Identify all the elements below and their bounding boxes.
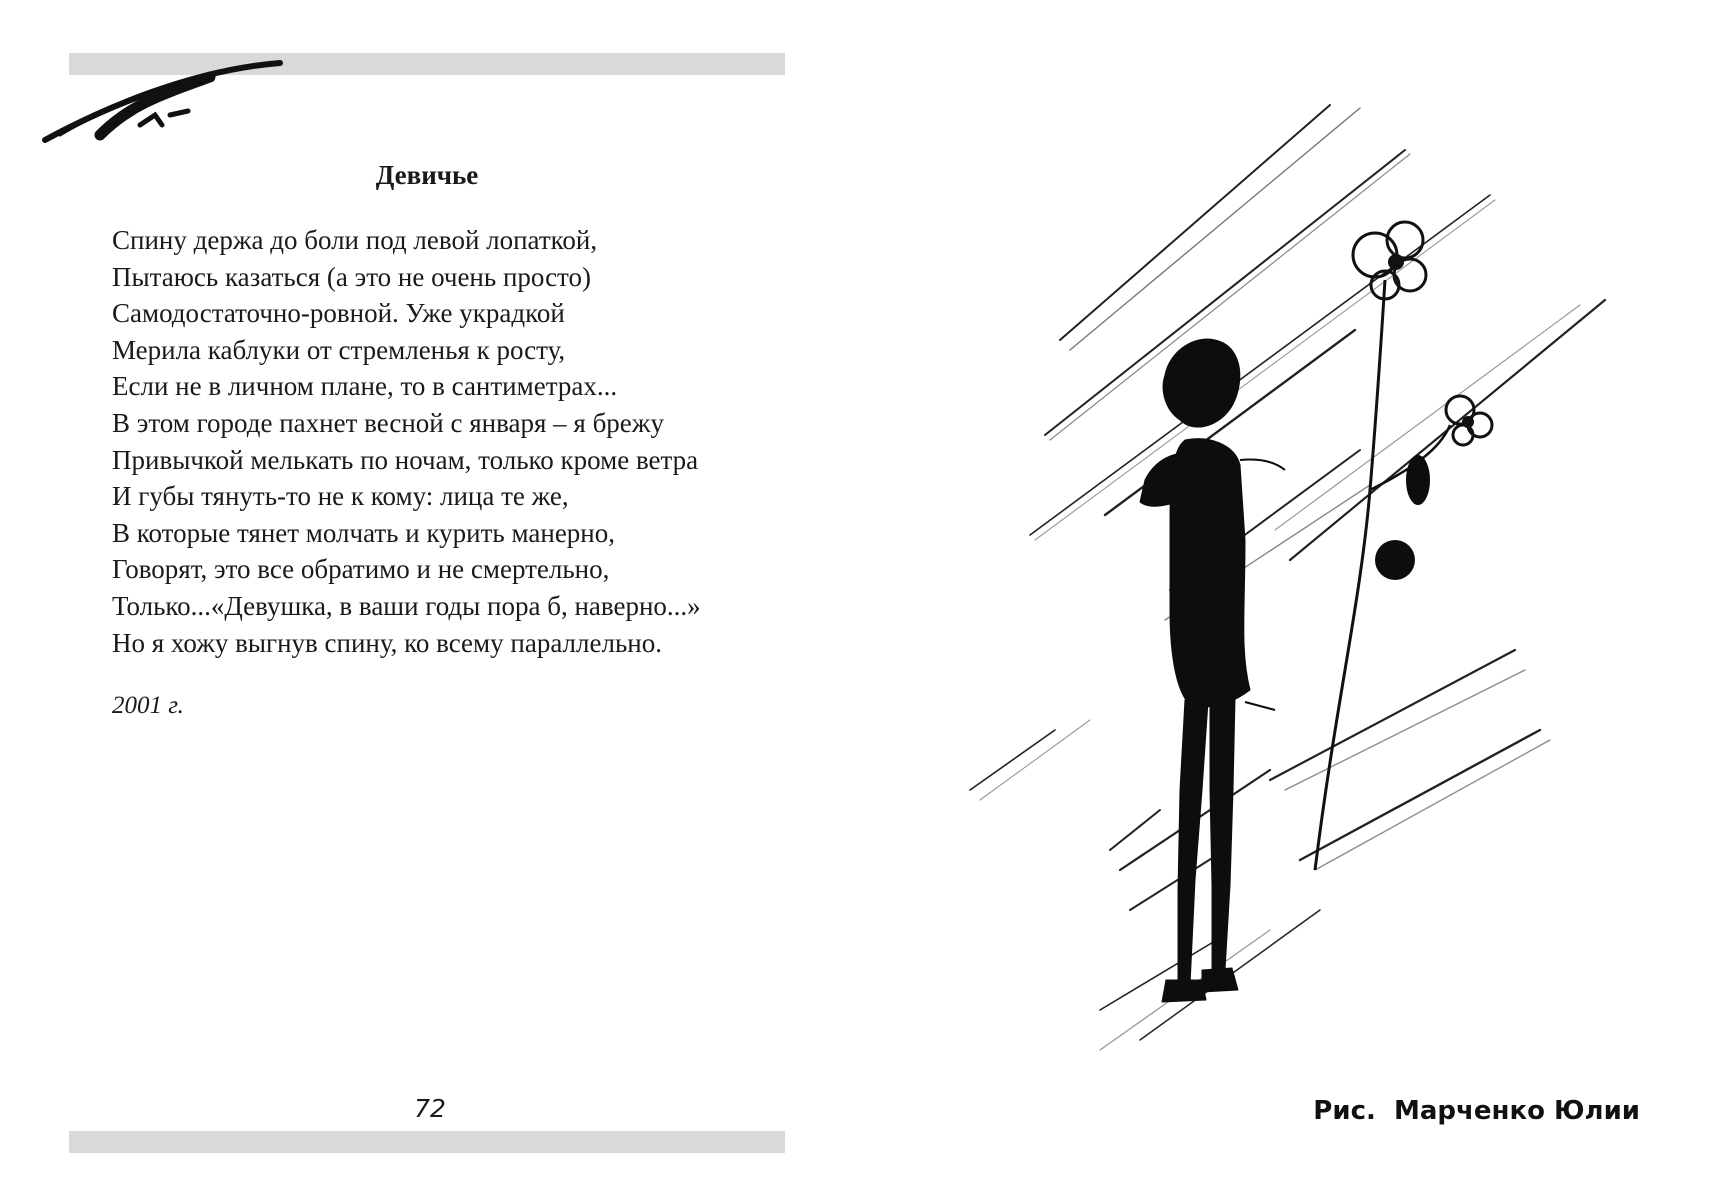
poem-line: Мерила каблуки от стремленья к росту, xyxy=(112,334,566,365)
ink-illustration xyxy=(940,90,1630,1080)
poem-line: Привычкой мелькать по ночам, только кроме ветра xyxy=(112,444,699,475)
poem-line: Только...«Девушка, в ваши годы пора б, наверно...» xyxy=(112,590,701,621)
page-number: 72 xyxy=(414,1094,446,1123)
poem-line: Самодостаточно-ровной. Уже украдкой xyxy=(112,298,565,329)
poem-line: Спину держа до боли под левой лопаткой, xyxy=(112,225,598,255)
poem-line: Говорят, это все обратимо и не смертельно, xyxy=(112,554,610,585)
footer-bar xyxy=(69,1131,785,1153)
poem-line: Но я хожу выгнув спину, ко всему параллельно. xyxy=(112,627,662,658)
poem-line: В которые тянет молчать и курить манерно, xyxy=(112,517,616,548)
poem-title: Девичье xyxy=(375,160,479,190)
poem-line: И губы тянуть-то не к кому: лица те же, xyxy=(112,481,569,512)
poem-date: 2001 г. xyxy=(112,692,184,719)
poem-line: Пытаюсь казаться (а это не очень просто) xyxy=(112,261,591,292)
poem-body xyxy=(112,222,792,661)
poem-line: В этом городе пахнет весной с января – я брежу xyxy=(112,407,664,438)
brush-stroke-ornament xyxy=(40,55,300,155)
poem-line: Если не в личном плане, то в сантиметрах... xyxy=(112,371,618,402)
illustration-caption: Рис. Марченко Юлии xyxy=(1313,1096,1640,1126)
